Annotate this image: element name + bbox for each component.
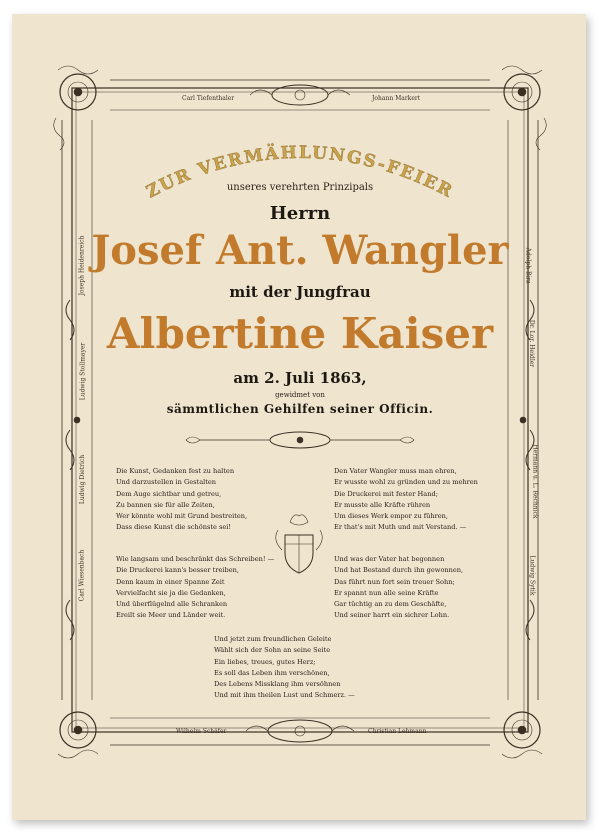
poem-line: Er musste alle Kräfte rühren: [334, 500, 431, 509]
coat-of-arms-emblem: [276, 515, 323, 573]
header-line-3: mit der Jungfrau: [229, 283, 371, 301]
poem-right-stanza-2: [334, 554, 463, 622]
arch-title-text: ZUR VERMÄHLUNGS-FEIER: [143, 142, 457, 203]
arched-title: [130, 128, 470, 208]
svg-text:ZUR VERMÄHLUNGS-FEIER: [143, 143, 457, 203]
poem-line: Wie langsam und beschränkt das Schreiben! —: [116, 555, 275, 563]
signature-bottom-right: Christian Lehmann: [368, 728, 427, 735]
corner-ornament-bl: [58, 712, 98, 758]
signature-right-4: Ludwig Sytik: [528, 555, 536, 596]
signature-right-2: Dr. Lor. Heidler: [528, 319, 536, 368]
signature-right-1: Adolph Birz: [524, 247, 532, 284]
poem-line: Des Lebens Missklang ihm versöhnen: [214, 680, 341, 689]
poem-line: Denn kaum in einer Spanne Zeit: [116, 577, 225, 586]
bottom-center-ornament: [246, 720, 354, 742]
poem-line: Vervielfacht sie ja die Gedanken,: [116, 588, 226, 597]
poem-line: Den Vater Wangler muss man ehren,: [334, 467, 457, 475]
signature-right-3: Hermann u. L. Rechnick: [531, 444, 539, 519]
signature-left-4: Carl Wiesenbach: [78, 549, 86, 602]
signature-bottom-left: Wilhelm Schäfer: [176, 728, 227, 735]
poem-left-stanza-2: [116, 554, 274, 622]
bride-name: Albertine Kaiser: [106, 309, 494, 358]
signature-left-3: Ludwig Dietrich: [79, 454, 87, 505]
poem-line: Ereilt sie Meer und Länder weit.: [116, 611, 226, 620]
poem-line: Gar tüchtig an zu dem Geschäfte,: [334, 600, 447, 609]
poem-line: Und jetzt zum freundlichen Geleite: [214, 635, 332, 643]
poem-line: Das führt nun fort sein treuer Sohn;: [334, 577, 455, 586]
poem-line: Und darzustellen in Gestalten: [116, 478, 217, 487]
poem-left-stanza-1: [116, 466, 247, 534]
signature-top-right: Johann Markert: [372, 95, 421, 102]
header-line-1: unseres verehrten Prinzipals: [226, 182, 374, 193]
poem-line: Er spannt nun alle seine Kräfte: [334, 588, 439, 597]
poem-right-stanza-1: [334, 466, 478, 534]
poem-line: Und seiner harrt ein sichrer Lohn.: [334, 611, 450, 620]
divider-ornament: [186, 432, 414, 448]
poem-line: Und was der Vater hat begonnen: [334, 555, 445, 563]
poem-line: Die Druckerei mit fester Hand;: [334, 489, 438, 498]
poem-line: Und mit ihm theilen Lust und Schmerz. —: [214, 691, 355, 700]
header-line-4: gewidmet von: [275, 391, 325, 399]
poem-line: Dem Auge sichtbar und getreu,: [116, 489, 222, 498]
poem-line: Wählt sich der Sohn an seine Seite: [214, 646, 331, 655]
poem-line: Die Kunst, Gedanken fest zu halten: [116, 467, 235, 475]
corner-ornament-br: [502, 712, 542, 758]
groom-name: Josef Ant. Wangler: [91, 227, 509, 274]
dedication-line: sämmtlichen Gehilfen seiner Officin.: [166, 402, 434, 416]
signature-left-1: Joseph Heidenreich: [78, 235, 86, 296]
signature-left-2: Ludwig Stollmayer: [79, 342, 87, 401]
poem-line: Er that's mit Muth und mit Verstand. —: [334, 523, 467, 532]
poem-line: Wer könnte wohl mit Grund bestreiten,: [116, 512, 248, 521]
poem-line: Ein liebes, treues, gutes Herz;: [214, 657, 316, 666]
poem-line: Um dieses Werk empor zu führen,: [334, 512, 449, 521]
poem-line: Die Druckerei kann's besser treiben,: [116, 566, 239, 575]
poem-line: Und hat Bestand durch ihn gewonnen,: [334, 566, 464, 575]
poem-line: Und überflügelnd alle Schranken: [116, 600, 228, 609]
date-line: am 2. Juli 1863,: [233, 369, 367, 387]
poem-line: Dass diese Kunst die schönste sei!: [116, 523, 232, 532]
poem-line: Zu bannen sie für alle Zeiten,: [116, 500, 215, 509]
poem-center-stanza: [214, 634, 355, 702]
poem-line: Es soll das Leben ihm verschönen,: [214, 668, 330, 677]
poem-line: Er wusste wohl zu gründen und zu mehren: [334, 478, 478, 487]
signature-top-left: Carl Tiefenthaler: [182, 95, 235, 102]
header-herrn: Herrn: [269, 203, 331, 224]
